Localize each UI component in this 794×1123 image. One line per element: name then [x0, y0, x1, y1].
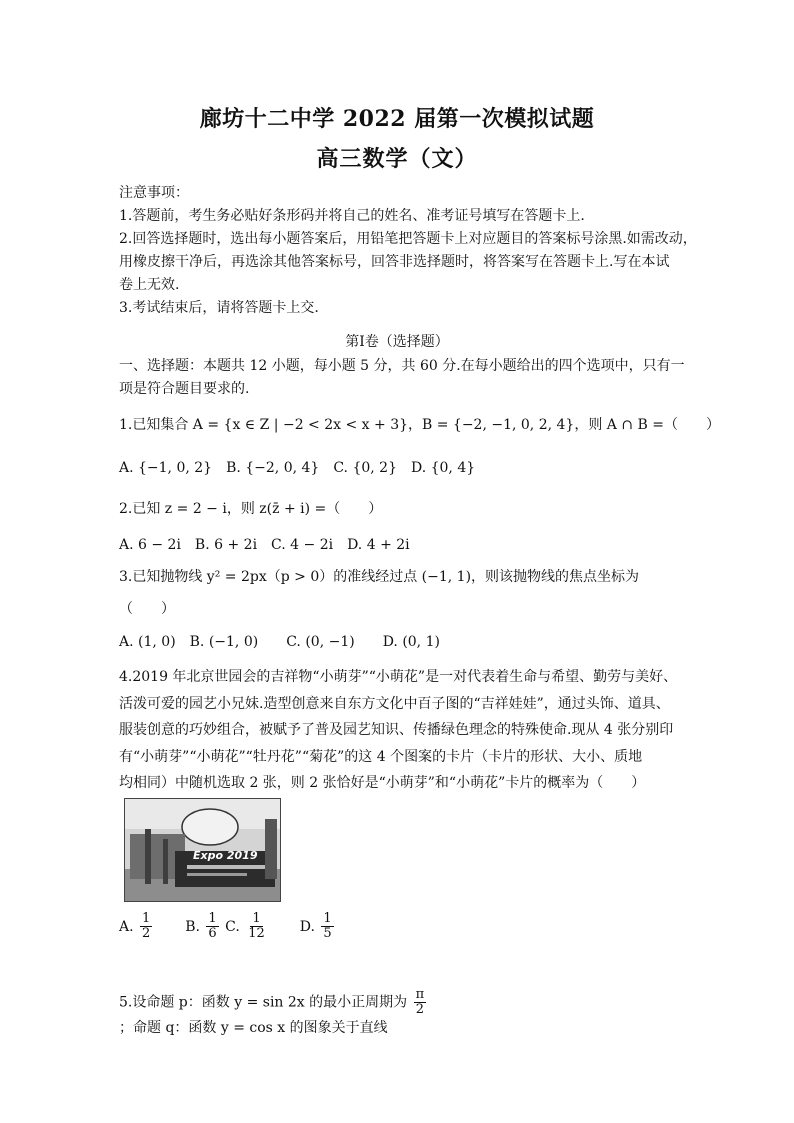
- question-4-line: 活泼可爱的园艺小兄妹.造型创意来自东方文化中百子图的“吉祥娃娃”，通过头饰、道具、: [119, 695, 670, 712]
- notes-label: 注意事项：: [119, 185, 189, 201]
- photo-caption: Expo 2019: [193, 849, 258, 862]
- question-3-options-text: A. (1, 0) B. (−1, 0) C. (0, −1) D. (0, 1): [119, 634, 440, 650]
- option-fraction: [321, 912, 333, 941]
- note-line: 1.答题前，考生务必贴好条形码并将自己的姓名、准考证号填写在答题卡上.: [119, 208, 585, 224]
- option-fraction: [246, 912, 267, 941]
- fraction-denominator: 2: [142, 926, 151, 941]
- option-c: [225, 911, 273, 941]
- fraction-numerator: 1: [208, 911, 217, 926]
- notes-block: [119, 182, 697, 320]
- question-2-options: [119, 534, 679, 554]
- question-3-paren: [119, 598, 679, 618]
- question-4-line: 均相同）中随机选取 2 张，则 2 张恰好是“小萌芽”和“小萌花”卡片的概率为（ ）: [119, 775, 646, 791]
- intro-line: 项是符合题目要求的.: [119, 381, 250, 397]
- section-intro: [119, 355, 685, 401]
- fraction-numerator: 1: [142, 911, 151, 926]
- question-5-stem-a: 5.设命题 p：函数 y = sin 2x 的最小正周期为: [119, 994, 408, 1011]
- question-3-stem: 3.已知抛物线 y² = 2px（p > 0）的准线经过点 (−1, 1)，则该抛物线的焦点坐标为: [119, 569, 640, 585]
- note-line: 2.回答选择题时，选出每小题答案后，用铅笔把答题卡上对应题目的答案标号涂黑.如需改动，: [119, 231, 697, 247]
- question-2-options-text: A. 6 − 2i B. 6 + 2i C. 4 − 2i D. 4 + 2i: [119, 537, 410, 553]
- option-label: A.: [119, 918, 134, 935]
- note-line: 用橡皮擦干净后，再选涂其他答案标号，回答非选择题时，将答案写在答题卡上.写在本试: [119, 254, 670, 270]
- exam-subtitle: 高三数学（文）: [316, 146, 478, 172]
- option-fraction: [206, 912, 218, 941]
- note-line: 卷上无效.: [119, 277, 180, 293]
- question-3: [119, 566, 679, 586]
- question-1-stem: 1.已知集合 A = {x ∈ Z | −2 < 2x < x + 3}，B = {−2, −1, 0, 2, 4}，则 A ∩ B =（ ）: [119, 417, 720, 433]
- question-3-options: [119, 631, 679, 651]
- question-5-fraction: [414, 988, 427, 1017]
- fraction-denominator: 2: [415, 1002, 425, 1017]
- option-d: [299, 911, 336, 941]
- fraction-numerator: 1: [252, 911, 261, 926]
- question-1-options-text: A. {−1, 0, 2} B. {−2, 0, 4} C. {0, 2} D. {0, 4}: [119, 460, 476, 476]
- question-4-line: 服装创意的巧妙组合，被赋予了普及园艺知识、传播绿色理念的特殊使命.现从 4 张分别印: [119, 722, 674, 738]
- fraction-numerator: π: [415, 987, 425, 1002]
- option-label: B.: [185, 918, 200, 935]
- exam-title: 廊坊十二中学 2022 届第一次模拟试题: [199, 106, 595, 132]
- fraction-denominator: 5: [323, 926, 332, 941]
- question-2-stem: 2.已知 z = 2 − i，则 z(z̄ + i) =（ ）: [119, 501, 383, 517]
- question-5: [119, 988, 679, 1037]
- fraction-numerator: 1: [323, 911, 332, 926]
- mascot-photo: [124, 798, 281, 902]
- option-label: C.: [225, 918, 240, 935]
- section-head: 第Ⅰ卷（选择题）: [345, 334, 449, 350]
- question-1: [119, 414, 720, 434]
- option-b: [185, 911, 225, 941]
- option-label: D.: [299, 918, 315, 935]
- question-4: [119, 664, 679, 797]
- fraction-denominator: 12: [248, 926, 265, 941]
- question-4-line: 有“小萌芽”“小萌花”“牡丹花”“菊花”的这 4 个图案的卡片（卡片的形状、大小、质地: [119, 748, 643, 765]
- intro-line: 一、选择题：本题共 12 小题，每小题 5 分，共 60 分.在每小题给出的四个选项中，只有一: [119, 358, 685, 374]
- option-fraction: [140, 912, 152, 941]
- note-line: 3.考试结束后，请将答题卡上交.: [119, 300, 319, 316]
- option-a: [119, 911, 159, 941]
- question-4-line: 4.2019 年北京世园会的吉祥物“小萌芽”“小萌花”是一对代表着生命与希望、勤劳与美好、: [119, 669, 678, 685]
- question-2: [119, 498, 679, 518]
- question-3-answer-paren: （ ）: [119, 601, 175, 617]
- question-4-options: [119, 912, 679, 941]
- fraction-denominator: 6: [208, 926, 217, 941]
- question-1-options: [119, 457, 679, 477]
- question-5-stem-b: ；命题 q：函数 y = cos x 的图象关于直线: [119, 1020, 388, 1036]
